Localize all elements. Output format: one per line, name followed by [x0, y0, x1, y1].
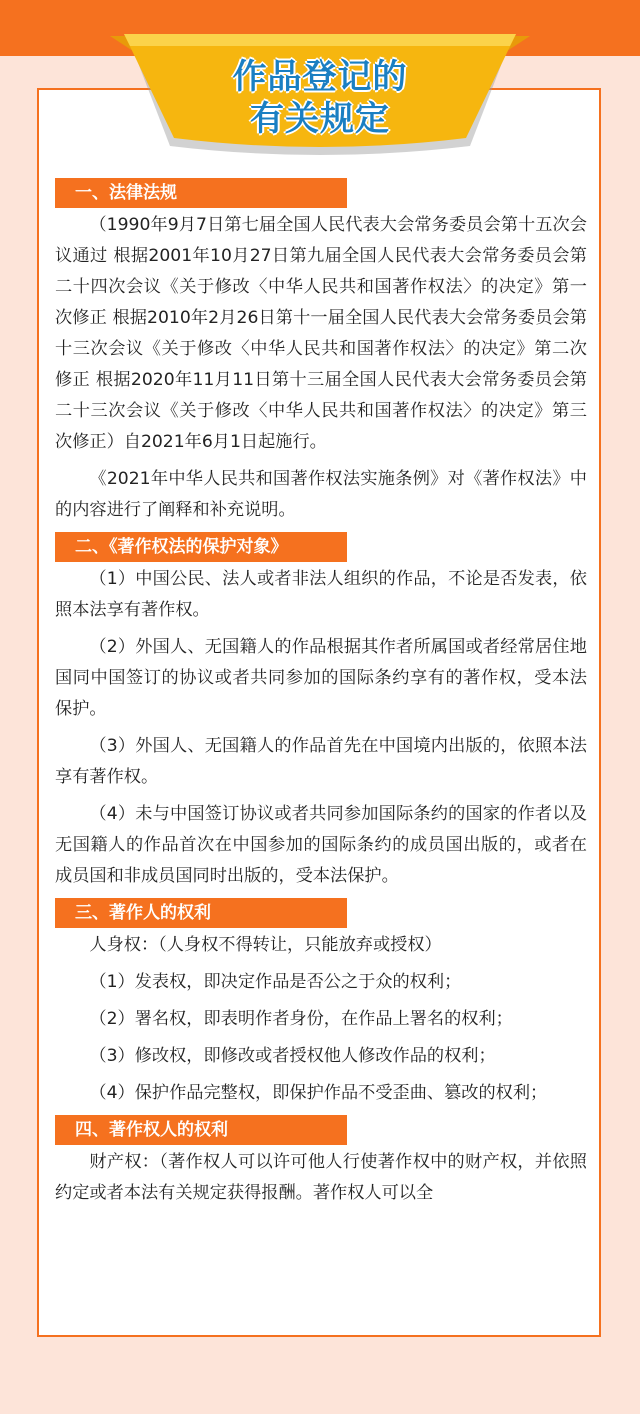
document-content: [55, 178, 587, 1215]
paragraph: 人身权：（人身权不得转让，只能放弃或授权）: [89, 935, 442, 955]
title-banner: [110, 34, 530, 162]
paragraph: （3）修改权，即修改或者授权他人修改作品的权利；: [89, 1046, 496, 1066]
paragraph: （1）中国公民、法人或者非法人组织的作品，不论是否发表，依照本法享有著作权。: [55, 569, 587, 620]
banner-title: [110, 56, 530, 140]
paragraph: （2）署名权，即表明作者身份，在作品上署名的权利；: [89, 1009, 513, 1029]
section-protection-objects: [55, 532, 587, 892]
paragraph: （2）外国人、无国籍人的作品根据其作者所属国或者经常居住地国同中国签订的协议或者共同参加的国际条约享有的著作权，受本法保护。: [55, 637, 587, 719]
paragraph: （1）发表权，即决定作品是否公之于众的权利；: [89, 972, 462, 992]
section-legal: [55, 178, 587, 526]
section-heading: 三、著作人的权利: [55, 898, 347, 928]
paragraph: 《2021年中华人民共和国著作权法实施条例》对《著作权法》中的内容进行了阐释和补充说明。: [55, 469, 587, 520]
section-author-rights: [55, 898, 587, 1109]
banner-title-line-2: 有关规定: [250, 99, 390, 139]
banner-title-line-1: 作品登记的: [232, 57, 408, 97]
paragraph: 财产权：（著作权人可以许可他人行使著作权中的财产权，并依照约定或者本法有关规定获得报酬。著作权人可以全: [55, 1152, 587, 1203]
paragraph: （4）未与中国签订协议或者共同参加国际条约的国家的作者以及无国籍人的作品首次在中国参加的国际条约的成员国出版的，或者在成员国和非成员国同时出版的，受本法保护。: [55, 804, 587, 886]
paragraph: （3）外国人、无国籍人的作品首先在中国境内出版的，依照本法享有著作权。: [55, 736, 587, 787]
section-heading: 二、《著作权法的保护对象》: [55, 532, 347, 562]
paragraph: （4）保护作品完整权，即保护作品不受歪曲、篡改的权利；: [89, 1083, 548, 1103]
section-heading: 一、法律法规: [55, 178, 347, 208]
paragraph: （1990年9月7日第七届全国人民代表大会常务委员会第十五次会议通过 根据2001年10月27日第九届全国人民代表大会常务委员会第二十四次会议《关于修改〈中华人民共和国著作权法〉的决定》第一次修正 根据2010年2月26日第十一届全国人民代表大会常务委员会第十三次会议《关于修改〈中华人民共和国著作权法〉的决定》第二次修正 根据2020年11月11日第十三届全国人民代表大会常务委员会第二十三次会议《关于修改〈中华人民共和国著作权法〉的决定》第三次修正）自2021年6月1日起施行。: [55, 215, 587, 452]
section-copyright-holder-rights: [55, 1115, 587, 1209]
section-heading: 四、著作权人的权利: [55, 1115, 347, 1145]
